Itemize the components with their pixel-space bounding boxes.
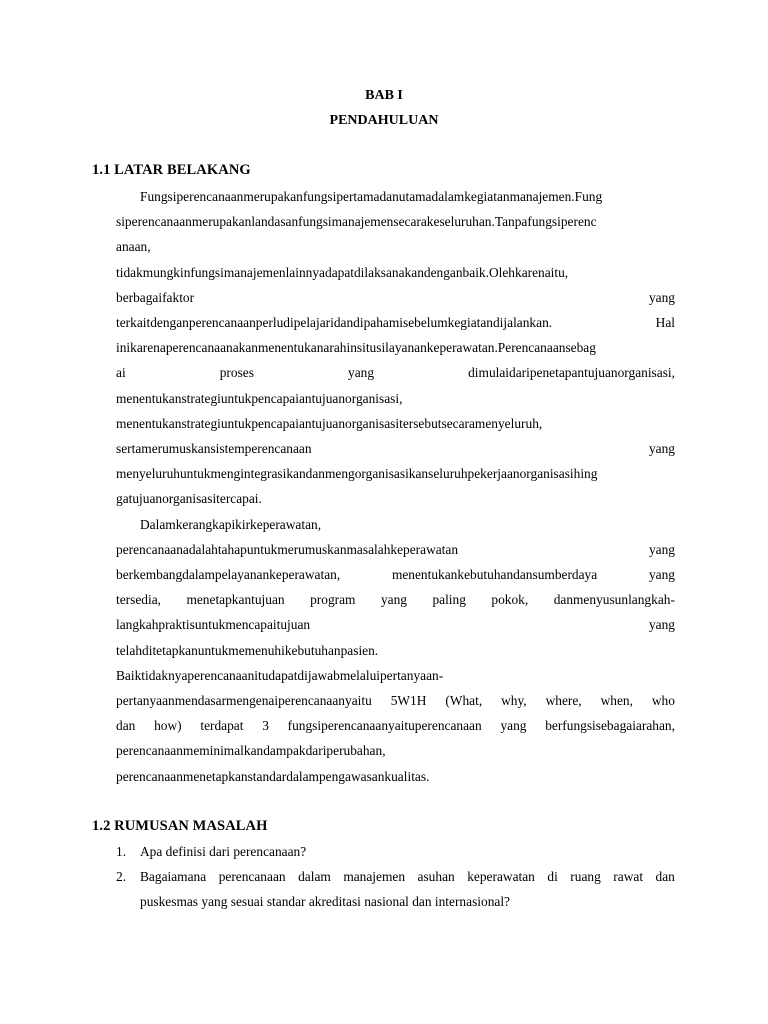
- line-word: Hal: [655, 315, 675, 330]
- line-word: yang: [648, 541, 675, 557]
- line-word: tersedia,: [116, 592, 161, 608]
- paragraph-line: anaan,: [116, 239, 151, 255]
- paragraph-line: Dalamkerangkapikirkeperawatan,: [140, 516, 322, 532]
- line-word: manajemen: [343, 869, 406, 884]
- line-word: dimulaidaripenetapantujuanorganisasi,: [468, 365, 675, 381]
- list-item-number: 2.: [116, 869, 127, 884]
- line-word: rawat: [613, 869, 644, 884]
- line-word: keperawatan: [467, 869, 535, 884]
- paragraph-line: [116, 365, 675, 381]
- line-word: pertanyaanmendasarmengenaiperencanaanyaitu: [116, 693, 372, 708]
- paragraph-line: siperencanaanmerupakanlandasanfungsimanajemensecarakeseluruhan.Tanpafungsiperenc: [116, 214, 597, 230]
- paragraph-line: menentukanstrategiuntukpencapaiantujuanorganisasitersebutsecaramenyeluruh,: [116, 415, 543, 431]
- paragraph-line: [116, 592, 675, 608]
- section-heading-latar-belakang: 1.1 LATAR BELAKANG: [92, 162, 251, 178]
- line-word: yang: [648, 289, 675, 305]
- line-word: Bagaiamana: [140, 869, 207, 884]
- line-word: pokok,: [491, 592, 529, 608]
- paragraph-line: Fungsiperencanaanmerupakanfungsipertamadanutamadalamkegiatanmanajemen.Fung: [140, 189, 603, 204]
- paragraph-line: perencanaanmeminimalkandampakdariperubahan,: [116, 743, 386, 759]
- paragraph-line: [116, 617, 675, 633]
- line-word: langkahpraktisuntukmencapaitujuan: [116, 617, 311, 633]
- line-word: terkaitdenganperencanaanperludipelajaridandipahamisebelumkegiatandijalankan.: [116, 315, 553, 330]
- line-word: danmenyusunlangkah-: [553, 592, 675, 608]
- line-word: program: [310, 592, 356, 608]
- paragraph-line: [116, 567, 675, 583]
- line-word: yang: [500, 718, 527, 734]
- list-item-text: puskesmas yang sesuai standar akreditasi nasional dan internasional?: [140, 894, 510, 909]
- paragraph-line: Baiktidaknyaperencanaanitudapatdijawabmelaluipertanyaan-: [116, 667, 444, 683]
- line-word: yang: [348, 365, 375, 381]
- section-heading-rumusan-masalah: 1.2 RUMUSAN MASALAH: [92, 818, 268, 834]
- list-item-number: 1.: [116, 844, 127, 859]
- paragraph-line: inikarenaperencanaanakanmenentukanarahinsitusilayanankeperawatan.Perencanaansebag: [116, 340, 596, 356]
- line-word: why,: [501, 693, 527, 708]
- paragraph-line: menyeluruhuntukmengintegrasikandanmengorganisasikanseluruhpekerjaanorganisasihing: [116, 466, 598, 482]
- paragraph-line: [116, 542, 675, 558]
- line-word: di: [547, 869, 558, 884]
- paragraph-line: tidakmungkinfungsimanajemenlainnyadapatdilaksanakandenganbaik.Olehkarenaitu,: [116, 264, 569, 280]
- line-word: yang: [648, 567, 675, 582]
- paragraph-line: [116, 290, 675, 306]
- paragraph-line: [116, 693, 675, 709]
- line-word: yang: [648, 441, 675, 456]
- line-word: fungsiperencanaanyaituperencanaan: [287, 718, 482, 734]
- line-word: perencanaan: [218, 869, 286, 884]
- paragraph-line: [116, 718, 675, 734]
- line-word: berbagaifaktor: [116, 289, 195, 305]
- line-word: dan: [655, 869, 675, 884]
- line-word: dan: [116, 718, 136, 734]
- chapter-number: BAB I: [365, 88, 403, 103]
- paragraph-line: perencanaanmenetapkanstandardalampengawasankualitas.: [116, 768, 430, 784]
- line-word: paling: [432, 592, 466, 608]
- line-word: berkembangdalampelayanankeperawatan,: [116, 567, 341, 582]
- list-item-text: Apa definisi dari perencanaan?: [140, 844, 307, 859]
- paragraph-line: telahditetapkanuntukmemenuhikebutuhanpasien.: [116, 642, 379, 658]
- line-word: (What,: [445, 693, 483, 708]
- line-word: who: [651, 693, 675, 708]
- line-word: yang: [380, 592, 407, 608]
- line-word: ruang: [570, 869, 601, 884]
- paragraph-line: [116, 441, 675, 457]
- line-word: ai: [116, 365, 126, 381]
- paragraph-line: [116, 315, 675, 331]
- paragraph-line: menentukanstrategiuntukpencapaiantujuanorganisasi,: [116, 390, 403, 406]
- line-word: menetapkantujuan: [186, 592, 285, 608]
- line-word: proses: [219, 365, 254, 381]
- line-word: 3: [262, 718, 269, 734]
- list-item-text: [140, 869, 675, 885]
- line-word: 5W1H: [390, 693, 427, 708]
- paragraph-line: gatujuanorganisasitercapai.: [116, 491, 262, 507]
- chapter-title: PENDAHULUAN: [329, 113, 439, 128]
- line-word: berfungsisebagaiarahan,: [545, 718, 675, 734]
- line-word: how): [154, 718, 182, 734]
- line-word: when,: [600, 693, 633, 708]
- line-word: asuhan: [417, 869, 455, 884]
- line-word: perencanaanadalahtahapuntukmerumuskanmasalahkeperawatan: [116, 541, 459, 557]
- line-word: sertamerumuskansistemperencanaan: [116, 441, 312, 456]
- line-word: menentukankebutuhandansumberdaya: [391, 567, 598, 582]
- line-word: terdapat: [200, 718, 244, 734]
- line-word: yang: [648, 617, 675, 633]
- line-word: dalam: [298, 869, 331, 884]
- line-word: where,: [545, 693, 582, 708]
